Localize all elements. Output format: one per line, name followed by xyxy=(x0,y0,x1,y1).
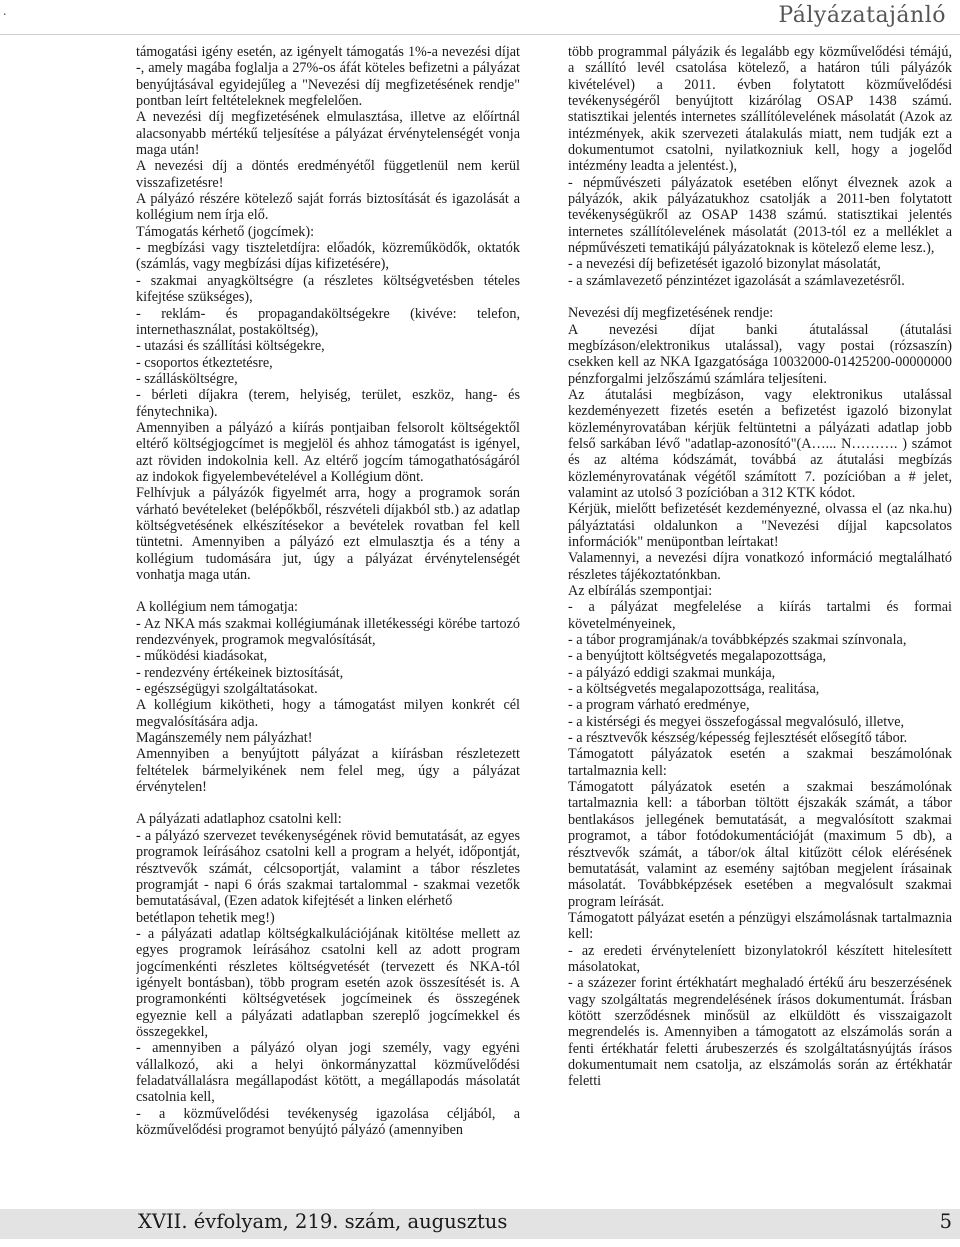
paragraph: Magánszemély nem pályázhat! xyxy=(136,730,313,747)
list-item: - a költségvetés megalapozottsága, realitása, xyxy=(568,681,820,698)
list-item: - a kistérségi és megyei összefogással megvalósuló, illetve, xyxy=(568,713,905,730)
paragraph: Amennyiben a pályázó a kiírás pontjaiban felsorolt költségektől eltérő költségjogcímet is megjelöl és ahhoz támogatást is igényel, azt röviden indokolnia kell. Az eltérő jogcím támogathatóságáról az indokok figyelembevételével a Kollégium dönt. xyxy=(136,419,520,485)
subheading: Az elbírálás szempontjai: xyxy=(568,583,713,599)
list-item: - egészségügyi szolgáltatásokat. xyxy=(136,681,318,698)
list-item: - a résztvevők készség/képesség fejlesztését elősegítő tábor. xyxy=(568,730,908,747)
subheading: Nevezési díj megfizetésének rendje: xyxy=(568,305,774,322)
paragraph: Valamennyi, a nevezési díjra vonatkozó információ megtalálható részletes tájékoztatónkban. xyxy=(568,550,952,583)
list-item: - amennyiben a pályázó olyan jogi személy, vagy egyéni vállalkozó, aki a helyi önkormányzattal közművelődési feladatvállalásra megállapodást kötött, a megállapodás másolatát csatolnia kell, xyxy=(136,1040,520,1106)
paragraph: Támogatás kérhető (jogcímek): xyxy=(136,223,315,240)
issue-label: XVII. évfolyam, 219. szám, augusztus xyxy=(138,1210,508,1233)
list-item: - bérleti díjakra (terem, helyiség, terület, eszköz, hang- és fénytechnika). xyxy=(136,387,520,420)
list-item: - a tábor programjának/a továbbképzés szakmai színvonala, xyxy=(568,632,907,649)
right-column xyxy=(568,44,952,1174)
paragraph: A pályázó részére kötelező saját forrás biztosítását és igazolását a kollégium nem írja elő. xyxy=(136,191,520,224)
paragraph: Támogatott pályázatok esetén a szakmai beszámolónak tartalmaznia kell: xyxy=(568,746,952,779)
paragraph: betétlapon tehetik meg!) xyxy=(136,909,275,926)
list-item: - megbízási vagy tiszteletdíjra: előadók, közreműködők, oktatók (számlás, vagy megbízási díjas kifizetésére), xyxy=(136,240,520,273)
list-item: - utazási és szállítási költségekre, xyxy=(136,338,325,355)
page-number: 5 xyxy=(939,1210,952,1233)
paragraph: A nevezési díj a döntés eredményétől függetlenül nem kerül visszafizetésre! xyxy=(136,158,520,191)
corner-mark: . xyxy=(3,4,7,19)
paragraph: A kollégium kikötheti, hogy a támogatást milyen konkrét cél megvalósítására adja. xyxy=(136,697,520,730)
subheading: A kollégium nem támogatja: xyxy=(136,599,298,616)
list-item: - az eredeti érvényteleníett bizonylatokról készített hitelesített másolatokat, xyxy=(568,942,952,975)
list-item: - rendezvény értékeinek biztosítását, xyxy=(136,664,344,681)
paragraph: Amennyiben a benyújtott pályázat a kiírásban részletezett feltételek bármelyikének nem felel meg, úgy a pályázat érvénytelen! xyxy=(136,746,520,796)
page-header xyxy=(0,0,960,35)
list-item: - a pályázati adatlap költségkalkulációjának kitöltése mellett az egyes programok leírásához csatolni kell az adott program jogcímenkénti részletes költségvetését (tervezett és NKA-tól igényelt bontásban), több program esetén azok összesítését is. A programonkénti költségvetések jogcímeinek és összegének egyeznie kell a pályázati adatlapban szereplő jogcímekkel és összegekkel, xyxy=(136,925,520,1040)
list-item: - Az NKA más szakmai kollégiumának illetékességi körébe tartozó rendezvények, programok megvalósítását, xyxy=(136,615,520,649)
paragraph: A nevezési díj megfizetésének elmulasztása, illetve az előírtnál alacsonyabb mértékű teljesítése a pályázat érvénytelenségét vonja maga után! xyxy=(136,109,520,159)
page-footer xyxy=(0,1209,960,1239)
list-item: - népművészeti pályázatok esetében előnyt élveznek azok a pályázók, akik pályázatukhoz csatolják a 2011-ben folytatott tevékenységükről az OSAP 1438 számú. statisztikai jelentés internetes szállítólevelének másolatát (2013-tól ez a melléklet a népművészeti tematikájú pályázatoknak is kötelező eleme lesz.), xyxy=(568,174,952,257)
list-item: - a közművelődési tevékenység igazolása céljából, a közművelődési programot benyújtó pályázó (amennyiben xyxy=(136,1105,520,1138)
list-item: - a pályázó szervezet tevékenységének rövid bemutatását, az egyes programok leírásához csatolni kell a program a helyét, időpontját, résztvevők számát, célcsoportját, valamint a tábor részletes programját - napi 6 órás szakmai tartalommal - szakmai vezetők bemutatásával, (Ezen adatok kifejtését a linken elérhető xyxy=(136,827,520,910)
section-title: Pályázatajánló xyxy=(778,3,946,28)
paragraph: A nevezési díjat banki átutalással (átutalási megbízáson/elektronikus utalással), vagy postai (rózsaszín) csekken kell az NKA Igazgatósága 10032000-01425200-00000000 pénzforgalmi jelzőszámú számlára teljesíteni. xyxy=(568,321,952,387)
list-item: - reklám- és propagandaköltségekre (kivéve: telefon, internethasználat, postaköltség), xyxy=(136,305,520,338)
paragraph: több programmal pályázik és legalább egy közművelődési témájú, a szállító levél csatolása kötelező, a határon túli pályázók kivételével) a 2011. évben folytatott közművelődési tevékenységéről benyújtott kizárólag OSAP 1438 számú. statisztikai jelentés internetes szállítólevelének másolatát (Azok az intézmények, akik szervezeti átalakulás miatt, nem tudják ezt a dokumentumot csatolni, nyilatkozniuk kell, hogy a jogelőd intézmény leadta a jelentést.), xyxy=(568,44,952,175)
list-item: - működési kiadásokat, xyxy=(136,648,268,665)
list-item: - a program várható eredménye, xyxy=(568,697,750,714)
paragraph: Támogatott pályázat esetén a pénzügyi elszámolásnak tartalmaznia kell: xyxy=(568,909,952,943)
list-item: - a pályázó eddigi szakmai munkája, xyxy=(568,664,776,681)
list-item: - szállásköltségre, xyxy=(136,370,238,387)
list-item: - a nevezési díj befizetését igazoló bizonylat másolatát, xyxy=(568,256,881,273)
list-item: - a százezer forint értékhatárt meghaladó értékű áru beszerzésének vagy szolgáltatás megrendelésének írásos dokumentumát. Írásban kötött szerződésnek minősül az elküldött és visszaigazolt megrendelés is. Amennyiben a támogatott az elszámolás során a fenti értékhatár feletti árubeszerzés és szolgáltatásnyújtás írásos dokumentumait nem csatolja, az elszámolás során az értékhatár feletti xyxy=(568,975,952,1090)
list-item: - a benyújtott költségvetés megalapozottsága, xyxy=(568,648,827,665)
list-item: - szakmai anyagköltségre (a részletes költségvetésben tételes kifejtése szükséges), xyxy=(136,272,520,306)
left-column xyxy=(136,44,520,1174)
paragraph: Támogatott pályázatok esetén a szakmai beszámolónak tartalmaznia kell: a táborban töltött éjszakák számát, a tábor bentlakásos jellegének bemutatását, a megvalósított szakmai programot, a tábor fotódokumentációját (maximum 5 db), a résztvevők számát, a tábor/ok által kitűzött célok elérésének bemutatását, valamint az esemény sajtóban megjelent írásainak másolatát. Továbbképzések esetében a megvalósult szakmai program leírását. xyxy=(568,779,952,910)
paragraph: Felhívjuk a pályázók figyelmét arra, hogy a programok során várható bevételeket (belépőkből, részvételi díjakból stb.) az adatlap költségvetésének elkészítésekor a bevételek rovatban fel kell tüntetni. Amennyiben a pályázó ezt elmulasztja és a tény a kollégium tudomására jut, úgy a pályázat érvénytelenségét vonhatja maga után. xyxy=(136,485,520,583)
paragraph: támogatási igény esetén, az igényelt támogatás 1%-a nevezési díjat -, amely magába foglalja a 27%-os áfát köteles befizetni a pályázat benyújtásával egyidejűleg a "Nevezési díj megfizetésének rendje" pontban leírt feltételeknek megfelelően. xyxy=(136,44,520,110)
list-item: - a pályázat megfelelése a kiírás tartalmi és formai követelményeinek, xyxy=(568,599,952,632)
paragraph: Kérjük, mielőtt befizetését kezdeményezné, olvassa el (az nka.hu) pályáztatási oldalunkon a "Nevezési díjjal kapcsolatos információk" menüpontban leírtakat! xyxy=(568,501,952,550)
paragraph: Az átutalási megbízáson, vagy elektronikus utalással kezdeményezett fizetés esetén a befizetést igazoló bizonylat közleményrovatában kérjük feltüntetni a pályázati adatlap jobb felső sarkában lévő "adatlap-azonosító"(A…... N………. ) számot és az altéma kódszámát, továbbá az átutalási megbízás közleményrovatának végétől számított 7. pozícióban a # jelet, valamint az utolsó 3 pozícióban a 312 KTK kódot. xyxy=(568,386,952,501)
subheading: A pályázati adatlaphoz csatolni kell: xyxy=(136,811,342,828)
list-item: - a számlavezető pénzintézet igazolását a számlavezetésről. xyxy=(568,272,905,289)
list-item: - csoportos étkeztetésre, xyxy=(136,354,273,371)
